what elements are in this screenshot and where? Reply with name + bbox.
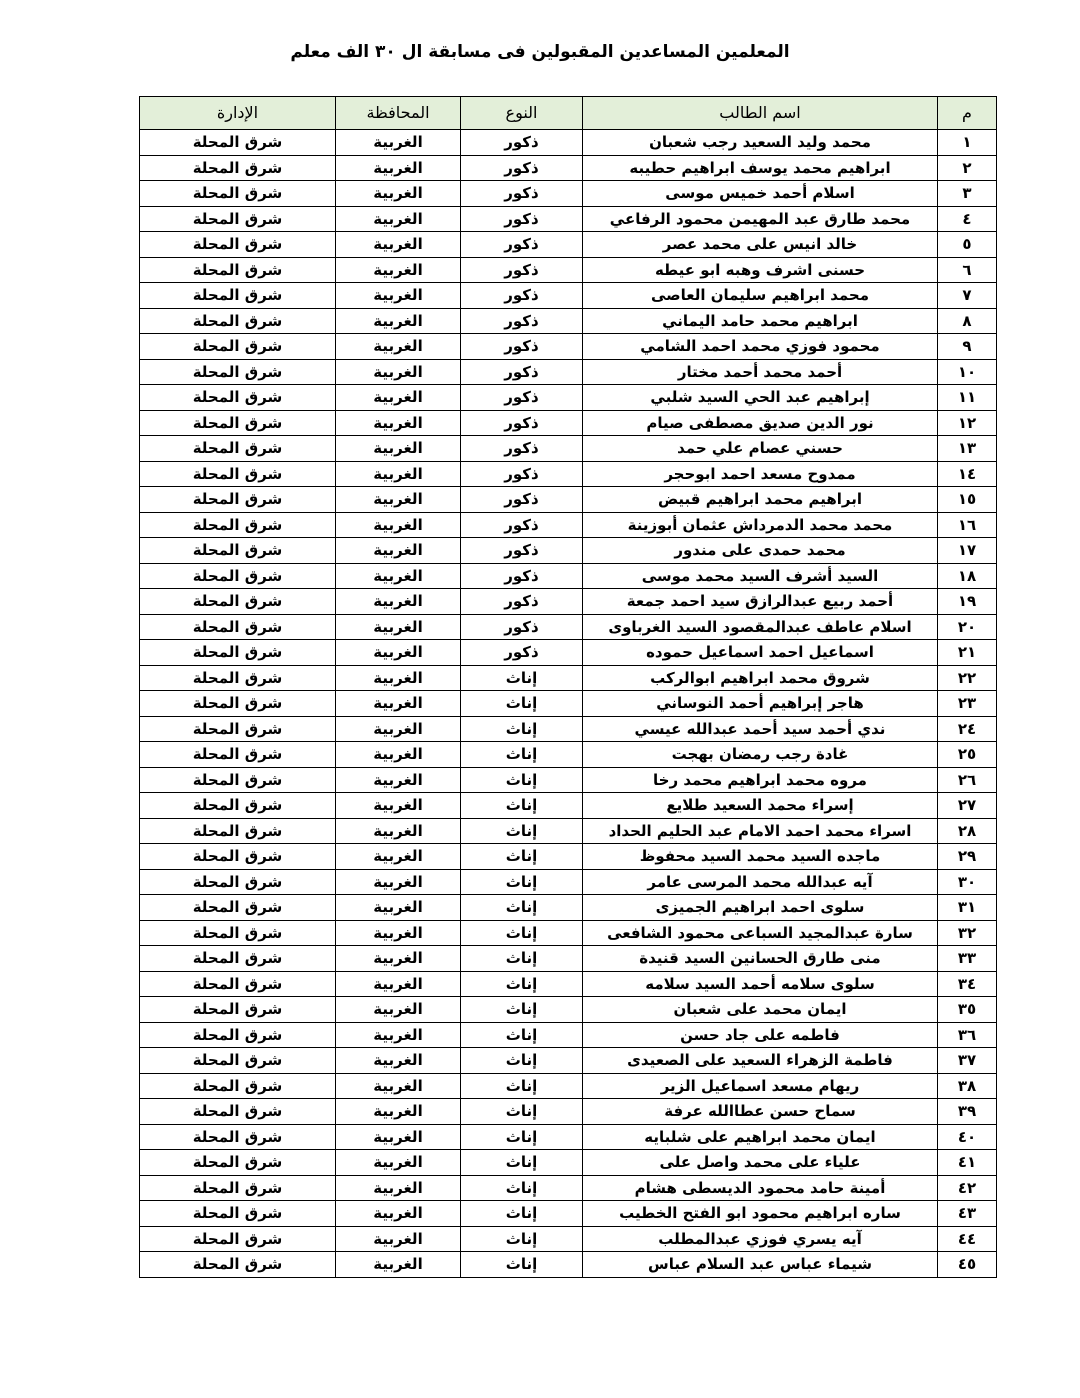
cell-student-name: محمد حمدى على مندور [583, 538, 938, 564]
cell-governorate: الغربية [336, 1022, 461, 1048]
cell-governorate: الغربية [336, 971, 461, 997]
cell-gender: ذكور [461, 155, 583, 181]
cell-student-name: هاجر إبراهيم أحمد النوساني [583, 691, 938, 717]
cell-gender: إناث [461, 895, 583, 921]
cell-number: ٢٧ [938, 793, 997, 819]
cell-administration: شرق المحلة [140, 206, 336, 232]
cell-governorate: الغربية [336, 691, 461, 717]
cell-administration: شرق المحلة [140, 359, 336, 385]
cell-governorate: الغربية [336, 1048, 461, 1074]
cell-gender: ذكور [461, 461, 583, 487]
cell-number: ٤٥ [938, 1252, 997, 1278]
cell-administration: شرق المحلة [140, 130, 336, 156]
table-row [140, 818, 997, 844]
table-row [140, 410, 997, 436]
table-row [140, 589, 997, 615]
cell-gender: إناث [461, 1201, 583, 1227]
cell-gender: إناث [461, 869, 583, 895]
table-row [140, 1226, 997, 1252]
cell-gender: ذكور [461, 308, 583, 334]
cell-governorate: الغربية [336, 155, 461, 181]
cell-number: ١٧ [938, 538, 997, 564]
cell-governorate: الغربية [336, 844, 461, 870]
cell-number: ٦ [938, 257, 997, 283]
cell-number: ٧ [938, 283, 997, 309]
table-row [140, 512, 997, 538]
cell-gender: ذكور [461, 563, 583, 589]
cell-administration: شرق المحلة [140, 640, 336, 666]
cell-number: ٣٤ [938, 971, 997, 997]
cell-number: ٢٢ [938, 665, 997, 691]
table-row [140, 283, 997, 309]
table-row [140, 308, 997, 334]
cell-administration: شرق المحلة [140, 512, 336, 538]
cell-number: ٢ [938, 155, 997, 181]
table-row [140, 461, 997, 487]
cell-governorate: الغربية [336, 997, 461, 1023]
cell-governorate: الغربية [336, 385, 461, 411]
cell-gender: ذكور [461, 206, 583, 232]
cell-governorate: الغربية [336, 742, 461, 768]
cell-governorate: الغربية [336, 920, 461, 946]
table-row [140, 563, 997, 589]
cell-administration: شرق المحلة [140, 385, 336, 411]
table-row [140, 385, 997, 411]
cell-gender: إناث [461, 844, 583, 870]
cell-number: ١٠ [938, 359, 997, 385]
cell-number: ١٤ [938, 461, 997, 487]
cell-student-name: ماجده السيد محمد السيد محفوظ [583, 844, 938, 870]
cell-student-name: اسماعيل احمد اسماعيل حموده [583, 640, 938, 666]
cell-number: ٢٤ [938, 716, 997, 742]
cell-gender: ذكور [461, 614, 583, 640]
cell-administration: شرق المحلة [140, 1099, 336, 1125]
cell-administration: شرق المحلة [140, 487, 336, 513]
cell-administration: شرق المحلة [140, 997, 336, 1023]
cell-governorate: الغربية [336, 1201, 461, 1227]
cell-gender: ذكور [461, 359, 583, 385]
cell-student-name: اسلام أحمد خميس موسى [583, 181, 938, 207]
cell-gender: إناث [461, 1048, 583, 1074]
cell-administration: شرق المحلة [140, 1022, 336, 1048]
cell-number: ١٣ [938, 436, 997, 462]
header-student-name: اسم الطالب [583, 97, 938, 130]
table-row [140, 1048, 997, 1074]
cell-gender: إناث [461, 997, 583, 1023]
cell-gender: ذكور [461, 130, 583, 156]
cell-gender: إناث [461, 716, 583, 742]
cell-number: ٣٦ [938, 1022, 997, 1048]
cell-governorate: الغربية [336, 818, 461, 844]
table-row [140, 640, 997, 666]
cell-student-name: سلوى سلامه أحمد السيد سلامه [583, 971, 938, 997]
cell-gender: إناث [461, 818, 583, 844]
table-row [140, 614, 997, 640]
table-row [140, 691, 997, 717]
cell-governorate: الغربية [336, 716, 461, 742]
cell-governorate: الغربية [336, 1099, 461, 1125]
cell-student-name: فاطمة الزهراء السعيد على الصعيدى [583, 1048, 938, 1074]
table-row [140, 1252, 997, 1278]
cell-governorate: الغربية [336, 130, 461, 156]
cell-student-name: ابراهيم محمد ابراهيم قبيض [583, 487, 938, 513]
cell-governorate: الغربية [336, 614, 461, 640]
cell-gender: ذكور [461, 385, 583, 411]
cell-administration: شرق المحلة [140, 461, 336, 487]
cell-administration: شرق المحلة [140, 308, 336, 334]
cell-governorate: الغربية [336, 538, 461, 564]
cell-administration: شرق المحلة [140, 283, 336, 309]
table-row [140, 895, 997, 921]
cell-governorate: الغربية [336, 410, 461, 436]
cell-number: ٣٠ [938, 869, 997, 895]
cell-gender: ذكور [461, 410, 583, 436]
cell-administration: شرق المحلة [140, 1048, 336, 1074]
cell-administration: شرق المحلة [140, 665, 336, 691]
cell-administration: شرق المحلة [140, 844, 336, 870]
cell-number: ٣٢ [938, 920, 997, 946]
cell-number: ٢١ [938, 640, 997, 666]
cell-administration: شرق المحلة [140, 155, 336, 181]
cell-administration: شرق المحلة [140, 1073, 336, 1099]
cell-number: ٤٢ [938, 1175, 997, 1201]
cell-number: ١٦ [938, 512, 997, 538]
table-row [140, 742, 997, 768]
cell-gender: إناث [461, 1073, 583, 1099]
table-row [140, 155, 997, 181]
cell-governorate: الغربية [336, 512, 461, 538]
cell-governorate: الغربية [336, 487, 461, 513]
cell-administration: شرق المحلة [140, 818, 336, 844]
cell-administration: شرق المحلة [140, 793, 336, 819]
cell-governorate: الغربية [336, 461, 461, 487]
cell-number: ١١ [938, 385, 997, 411]
cell-governorate: الغربية [336, 895, 461, 921]
cell-governorate: الغربية [336, 1150, 461, 1176]
cell-administration: شرق المحلة [140, 691, 336, 717]
cell-student-name: محمد محمد الدمرداش عثمان أبوزينة [583, 512, 938, 538]
cell-gender: إناث [461, 665, 583, 691]
cell-number: ١٩ [938, 589, 997, 615]
table-row [140, 844, 997, 870]
table-row [140, 1073, 997, 1099]
cell-student-name: أحمد ربيع عبدالرازق سيد احمد جمعة [583, 589, 938, 615]
cell-student-name: سماح حسن عطاالله عرفة [583, 1099, 938, 1125]
cell-gender: إناث [461, 742, 583, 768]
cell-student-name: ساره ابراهيم محمود ابو الفتح الخطيب [583, 1201, 938, 1227]
cell-number: ٣٥ [938, 997, 997, 1023]
cell-number: ٣ [938, 181, 997, 207]
cell-student-name: ندي أحمد سيد أحمد عبدالله عيسي [583, 716, 938, 742]
cell-number: ٥ [938, 232, 997, 258]
cell-administration: شرق المحلة [140, 920, 336, 946]
cell-student-name: اسراء محمد احمد الامام عبد الحليم الحداد [583, 818, 938, 844]
cell-administration: شرق المحلة [140, 946, 336, 972]
cell-gender: إناث [461, 1022, 583, 1048]
table-row [140, 334, 997, 360]
cell-gender: إناث [461, 971, 583, 997]
cell-number: ٢٠ [938, 614, 997, 640]
cell-student-name: سلوى احمد ابراهيم الجميزى [583, 895, 938, 921]
cell-governorate: الغربية [336, 334, 461, 360]
cell-administration: شرق المحلة [140, 614, 336, 640]
table-row [140, 206, 997, 232]
cell-number: ١٥ [938, 487, 997, 513]
cell-administration: شرق المحلة [140, 563, 336, 589]
cell-governorate: الغربية [336, 1226, 461, 1252]
cell-student-name: شيماء عباس عبد السلام عباس [583, 1252, 938, 1278]
cell-gender: ذكور [461, 538, 583, 564]
header-governorate: المحافظة [336, 97, 461, 130]
cell-number: ٨ [938, 308, 997, 334]
header-gender: النوع [461, 97, 583, 130]
table-row [140, 793, 997, 819]
cell-administration: شرق المحلة [140, 589, 336, 615]
cell-student-name: مروه محمد ابراهيم محمد رخا [583, 767, 938, 793]
table-row [140, 1099, 997, 1125]
cell-number: ٤٤ [938, 1226, 997, 1252]
cell-student-name: سارة عبدالمجيد السباعى محمود الشافعى [583, 920, 938, 946]
cell-administration: شرق المحلة [140, 869, 336, 895]
cell-gender: ذكور [461, 181, 583, 207]
cell-gender: ذكور [461, 640, 583, 666]
cell-governorate: الغربية [336, 206, 461, 232]
cell-governorate: الغربية [336, 257, 461, 283]
cell-administration: شرق المحلة [140, 716, 336, 742]
cell-number: ٢٩ [938, 844, 997, 870]
cell-governorate: الغربية [336, 793, 461, 819]
cell-number: ١ [938, 130, 997, 156]
cell-student-name: نور الدين صديق مصطفى صيام [583, 410, 938, 436]
cell-number: ٣٧ [938, 1048, 997, 1074]
cell-governorate: الغربية [336, 946, 461, 972]
cell-student-name: حسنى اشرف وهبه ابو عيطه [583, 257, 938, 283]
cell-governorate: الغربية [336, 563, 461, 589]
cell-number: ٣١ [938, 895, 997, 921]
table-row [140, 665, 997, 691]
cell-number: ٤١ [938, 1150, 997, 1176]
cell-student-name: محمد طارق عبد المهيمن محمود الرفاعي [583, 206, 938, 232]
cell-number: ٢٣ [938, 691, 997, 717]
table-row [140, 1124, 997, 1150]
cell-student-name: حسني عصام علي حمد [583, 436, 938, 462]
cell-student-name: أحمد محمد أحمد مختار [583, 359, 938, 385]
cell-number: ٢٥ [938, 742, 997, 768]
table-row [140, 869, 997, 895]
cell-administration: شرق المحلة [140, 334, 336, 360]
cell-governorate: الغربية [336, 665, 461, 691]
cell-student-name: آيه عبدالله محمد المرسى عامر [583, 869, 938, 895]
table-row [140, 997, 997, 1023]
cell-administration: شرق المحلة [140, 436, 336, 462]
cell-administration: شرق المحلة [140, 742, 336, 768]
header-administration: الإدارة [140, 97, 336, 130]
cell-student-name: منى طارق الحسانين السيد قنيدة [583, 946, 938, 972]
cell-administration: شرق المحلة [140, 181, 336, 207]
cell-student-name: إبراهيم عبد الحي السيد شلبي [583, 385, 938, 411]
cell-student-name: علياء على محمد واصل على [583, 1150, 938, 1176]
cell-student-name: خالد انيس على محمد عصر [583, 232, 938, 258]
cell-student-name: فاطمه على جاد حسن [583, 1022, 938, 1048]
cell-number: ٢٦ [938, 767, 997, 793]
table-row [140, 1150, 997, 1176]
table-row [140, 257, 997, 283]
cell-gender: ذكور [461, 283, 583, 309]
cell-number: ٢٨ [938, 818, 997, 844]
cell-gender: ذكور [461, 232, 583, 258]
cell-gender: ذكور [461, 589, 583, 615]
cell-student-name: اسلام عاطف عبدالمقصود السيد الغرباوى [583, 614, 938, 640]
cell-gender: إناث [461, 1252, 583, 1278]
table-body [140, 130, 997, 1278]
table-row [140, 232, 997, 258]
table-row [140, 920, 997, 946]
cell-governorate: الغربية [336, 869, 461, 895]
cell-student-name: ايمان محمد ابراهيم على شلبايه [583, 1124, 938, 1150]
cell-governorate: الغربية [336, 1073, 461, 1099]
cell-student-name: محمد ابراهيم سليمان العاصى [583, 283, 938, 309]
cell-governorate: الغربية [336, 1124, 461, 1150]
cell-student-name: محمود فوزي محمد احمد الشامي [583, 334, 938, 360]
cell-gender: ذكور [461, 436, 583, 462]
table-row [140, 181, 997, 207]
cell-number: ٣٣ [938, 946, 997, 972]
cell-number: ١٢ [938, 410, 997, 436]
cell-gender: ذكور [461, 257, 583, 283]
cell-governorate: الغربية [336, 640, 461, 666]
cell-governorate: الغربية [336, 1175, 461, 1201]
cell-administration: شرق المحلة [140, 895, 336, 921]
cell-student-name: آيه يسري فوزي عبدالمطلب [583, 1226, 938, 1252]
cell-gender: إناث [461, 793, 583, 819]
table-header-row [140, 97, 997, 130]
cell-gender: إناث [461, 1226, 583, 1252]
cell-governorate: الغربية [336, 1252, 461, 1278]
table-row [140, 487, 997, 513]
table-row [140, 538, 997, 564]
cell-administration: شرق المحلة [140, 1124, 336, 1150]
cell-administration: شرق المحلة [140, 232, 336, 258]
cell-gender: ذكور [461, 512, 583, 538]
cell-governorate: الغربية [336, 359, 461, 385]
cell-number: ٤٣ [938, 1201, 997, 1227]
cell-administration: شرق المحلة [140, 1226, 336, 1252]
cell-administration: شرق المحلة [140, 257, 336, 283]
cell-number: ٤٠ [938, 1124, 997, 1150]
cell-gender: إناث [461, 767, 583, 793]
cell-student-name: شروق محمد ابراهيم ابوالركب [583, 665, 938, 691]
cell-number: ٩ [938, 334, 997, 360]
cell-number: ٣٩ [938, 1099, 997, 1125]
accepted-teachers-table [139, 96, 997, 1278]
table-row [140, 1201, 997, 1227]
cell-student-name: أمينة حامد محمود الديسطى هشام [583, 1175, 938, 1201]
cell-gender: إناث [461, 1099, 583, 1125]
table-row [140, 767, 997, 793]
cell-student-name: محمد وليد السعيد رجب شعبان [583, 130, 938, 156]
cell-student-name: ابراهيم محمد يوسف ابراهيم حطيبه [583, 155, 938, 181]
cell-governorate: الغربية [336, 232, 461, 258]
cell-number: ١٨ [938, 563, 997, 589]
cell-gender: إناث [461, 691, 583, 717]
document-title: المعلمين المساعدين المقبولين فى مسابقة ال ٣٠ الف معلم [290, 42, 790, 62]
cell-number: ٣٨ [938, 1073, 997, 1099]
cell-gender: إناث [461, 920, 583, 946]
cell-student-name: ريهام مسعد اسماعيل الزير [583, 1073, 938, 1099]
cell-student-name: ايمان محمد على شعبان [583, 997, 938, 1023]
cell-gender: إناث [461, 1124, 583, 1150]
cell-administration: شرق المحلة [140, 1150, 336, 1176]
header-number: م [938, 97, 997, 130]
cell-governorate: الغربية [336, 308, 461, 334]
cell-gender: إناث [461, 946, 583, 972]
table-row [140, 130, 997, 156]
cell-number: ٤ [938, 206, 997, 232]
table-row [140, 359, 997, 385]
cell-administration: شرق المحلة [140, 410, 336, 436]
table-row [140, 1022, 997, 1048]
cell-student-name: ممدوح مسعد احمد ابوحجر [583, 461, 938, 487]
cell-governorate: الغربية [336, 283, 461, 309]
table-row [140, 1175, 997, 1201]
cell-gender: ذكور [461, 487, 583, 513]
cell-administration: شرق المحلة [140, 1252, 336, 1278]
cell-governorate: الغربية [336, 767, 461, 793]
cell-student-name: السيد أشرف السيد محمد موسى [583, 563, 938, 589]
table-row [140, 716, 997, 742]
cell-administration: شرق المحلة [140, 1175, 336, 1201]
table-row [140, 971, 997, 997]
cell-gender: ذكور [461, 334, 583, 360]
cell-student-name: إسراء محمد السعيد طلايع [583, 793, 938, 819]
cell-administration: شرق المحلة [140, 538, 336, 564]
cell-administration: شرق المحلة [140, 971, 336, 997]
cell-administration: شرق المحلة [140, 767, 336, 793]
table-row [140, 946, 997, 972]
cell-governorate: الغربية [336, 181, 461, 207]
cell-administration: شرق المحلة [140, 1201, 336, 1227]
cell-student-name: ابراهيم محمد حامد اليماني [583, 308, 938, 334]
cell-gender: إناث [461, 1150, 583, 1176]
table-row [140, 436, 997, 462]
cell-governorate: الغربية [336, 589, 461, 615]
cell-gender: إناث [461, 1175, 583, 1201]
cell-governorate: الغربية [336, 436, 461, 462]
cell-student-name: غادة رجب رمضان بهجت [583, 742, 938, 768]
